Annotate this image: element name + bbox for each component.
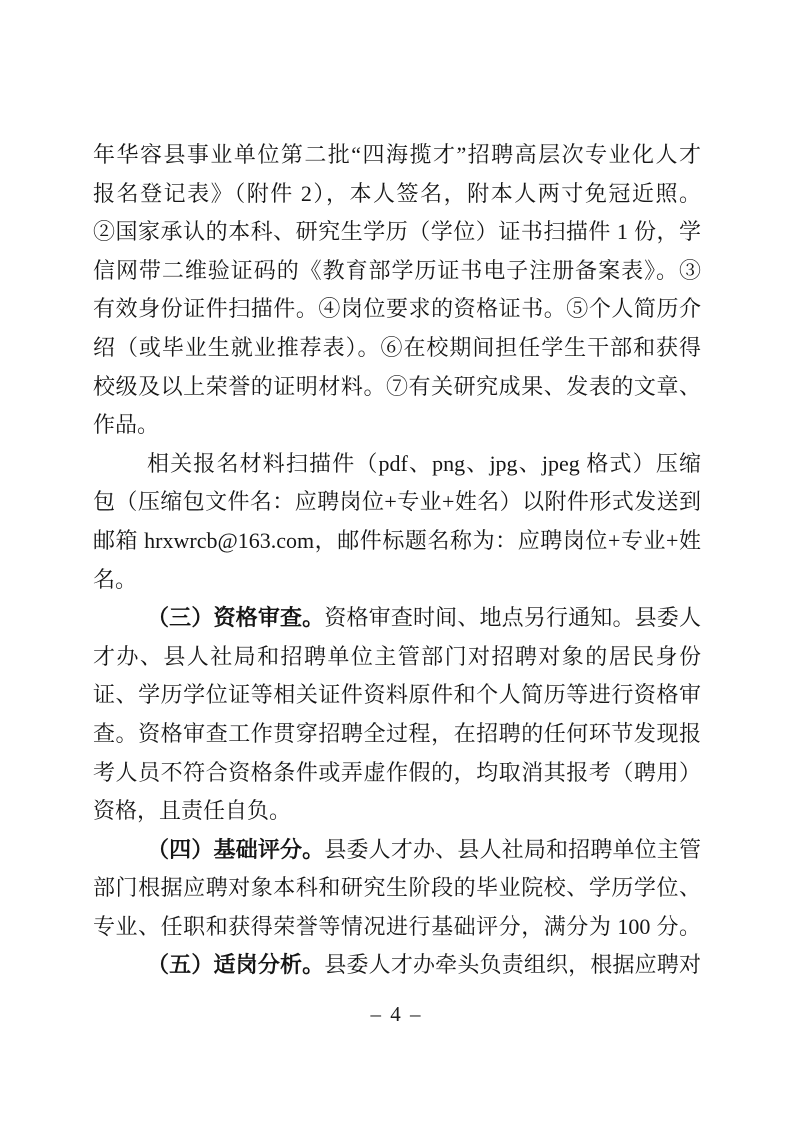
- text-line: [93, 908, 701, 947]
- paragraph-text: 包（压缩包文件名：应聘岗位+专业+姓名）以附件形式发送到: [93, 489, 701, 515]
- paragraph-text: 证、学历学位证等相关证件资料原件和个人简历等进行资格审: [93, 682, 701, 708]
- paragraph-text: 县委人才办、县人社局和招聘单位主管: [324, 836, 701, 862]
- paragraph-text: 有效身份证件扫描件。④岗位要求的资格证书。⑤个人简历介: [93, 296, 701, 322]
- paragraph-text: 绍（或毕业生就业推荐表）。⑥在校期间担任学生干部和获得: [93, 334, 701, 360]
- paragraph-text: ②国家承认的本科、研究生学历（学位）证书扫描件 1 份，学: [93, 219, 701, 245]
- paragraph-text: 年华容县事业单位第二批“四海揽才”招聘高层次专业化人才: [93, 142, 701, 167]
- paragraph-text: 才办、县人社局和招聘单位主管部门对招聘对象的居民身份: [93, 643, 701, 669]
- text-line: [93, 368, 701, 407]
- paragraph-text: 部门根据应聘对象本科和研究生阶段的毕业院校、学历学位、: [93, 875, 701, 901]
- paragraph-text: 资格审查时间、地点另行通知。县委人: [324, 605, 701, 631]
- paragraph-text: 信网带二维验证码的《教育部学历证书电子注册备案表》。③: [93, 257, 701, 283]
- text-line: [93, 522, 701, 561]
- paragraph-text: 校级及以上荣誉的证明材料。⑦有关研究成果、发表的文章、: [93, 373, 701, 399]
- paragraph-text: 县委人才办牵头负责组织，根据应聘对: [324, 952, 701, 978]
- page-number: – 4 –: [370, 1002, 423, 1026]
- paragraph-text: 邮箱 hrxwrcb@163.com，邮件标题名称为：应聘岗位+专业+姓: [93, 527, 701, 553]
- paragraph-text: 查。资格审查工作贯穿招聘全过程，在招聘的任何环节发现报: [93, 720, 701, 746]
- text-line: [93, 946, 701, 985]
- document-body: [93, 136, 701, 985]
- text-line: [93, 831, 701, 870]
- paragraph-text: 名。: [93, 566, 138, 592]
- text-line: [93, 175, 701, 214]
- paragraph-text: 专业、任职和获得荣誉等情况进行基础评分，满分为 100 分。: [93, 913, 701, 939]
- text-line: [93, 869, 701, 908]
- text-line: [93, 136, 701, 175]
- paragraph-text: 作品。: [93, 412, 160, 438]
- text-line: [93, 445, 701, 484]
- text-line: [93, 329, 701, 368]
- paragraph-lead: （五）适岗分析。: [147, 952, 325, 978]
- text-line: [93, 561, 701, 600]
- paragraph-text: 报名登记表》（附件 2），本人签名，附本人两寸免冠近照。: [93, 180, 701, 206]
- text-line: [93, 252, 701, 291]
- text-line: [93, 213, 701, 252]
- text-line: [93, 715, 701, 754]
- paragraph-lead: （四）基础评分。: [147, 836, 325, 862]
- text-line: [93, 406, 701, 445]
- text-line: [93, 599, 701, 638]
- text-line: [93, 638, 701, 677]
- text-line: [93, 754, 701, 793]
- paragraph-text: 考人员不符合资格条件或弄虚作假的，均取消其报考（聘用）: [93, 759, 701, 785]
- text-line: [93, 792, 701, 831]
- text-line: [93, 483, 701, 522]
- text-line: [93, 290, 701, 329]
- paragraph-text: 相关报名材料扫描件（pdf、png、jpg、jpeg 格式）压缩: [147, 450, 701, 476]
- paragraph-lead: （三）资格审查。: [147, 605, 325, 631]
- paragraph-text: 资格，且责任自负。: [93, 798, 292, 824]
- text-line: [93, 676, 701, 715]
